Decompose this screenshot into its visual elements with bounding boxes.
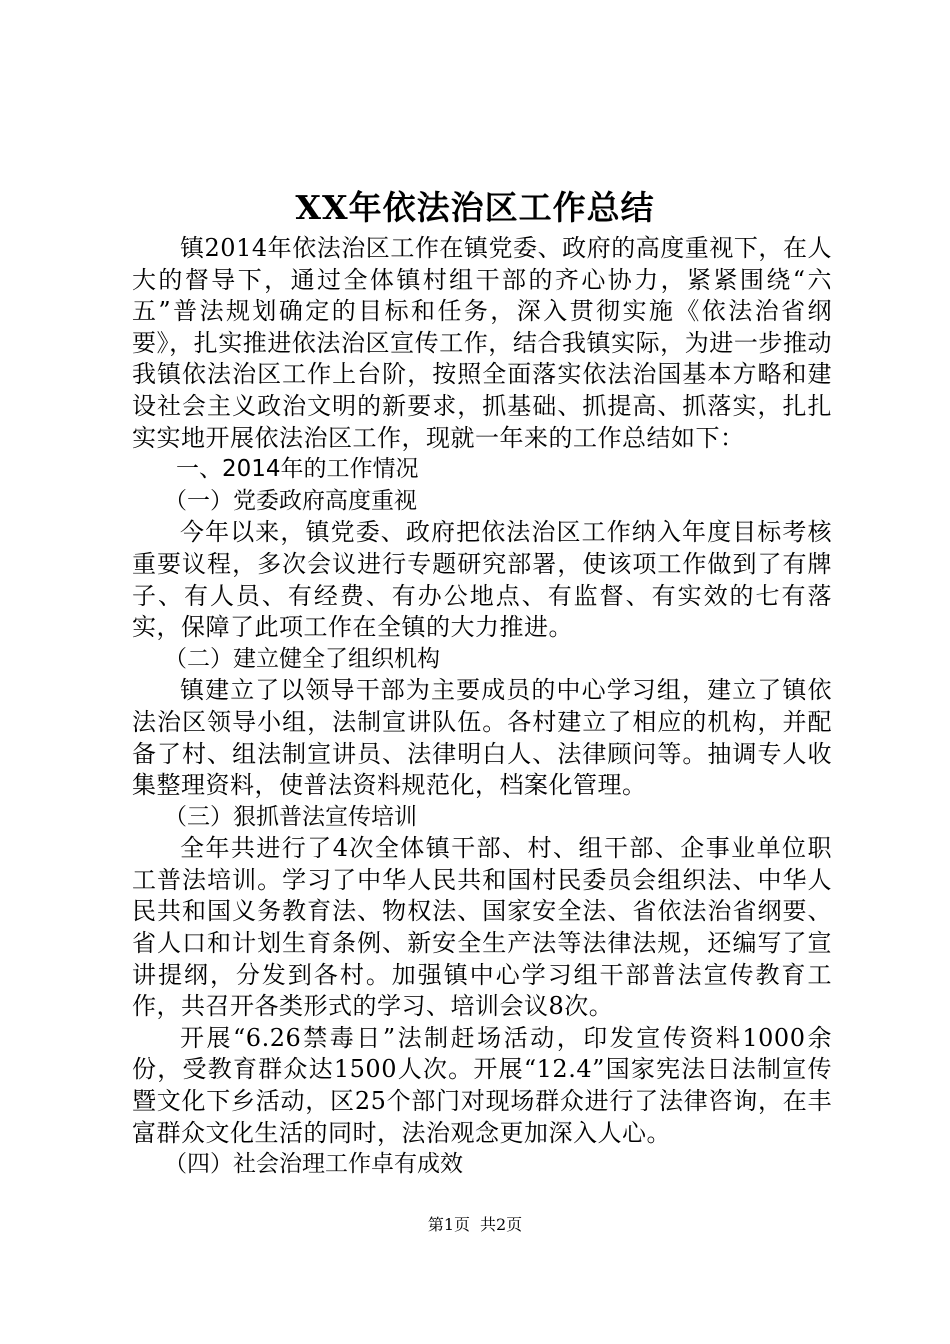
subsection-heading-2: （二）建立健全了组织机构: [164, 645, 440, 672]
page-total: 共2页: [480, 1215, 523, 1234]
subsection-heading-1: （一）党委政府高度重视: [164, 487, 417, 514]
page-number: 第1页: [427, 1215, 470, 1234]
subsection-heading-3: （三）狠抓普法宣传培训: [164, 803, 417, 830]
subsection-heading-4: （四）社会治理工作卓有成效: [164, 1151, 463, 1178]
document-title: XX年依法治区工作总结: [295, 188, 655, 227]
subsection-3-paragraph-2: 开展“6.26禁毒日”法制赶场活动，印发宣传资料1000余份，受教育群众达1500人次。开展“12.4”国家宪法日法制宣传暨文化下乡活动，区25个部门对现场群众进行了法律咨询，在丰富群众文化生活的同时，法治观念更加深入人心。: [132, 1023, 832, 1147]
document-body: [132, 233, 832, 1181]
subsection-3-paragraph-1: 全年共进行了4次全体镇干部、村、组干部、企事业单位职工普法培训。学习了中华人民共和国村民委员会组织法、中华人民共和国义务教育法、物权法、国家安全法、省依法治省纲要、省人口和计划生育条例、新安全生产法等法律法规，还编写了宣讲提纲，分发到各村。加强镇中心学习组干部普法宣传教育工作，共召开各类形式的学习、培训会议8次。: [132, 834, 832, 1021]
section-heading-1: 一、2014年的工作情况: [176, 456, 419, 483]
page-footer: [0, 1214, 950, 1236]
subsection-1-paragraph: 今年以来，镇党委、政府把依法治区工作纳入年度目标考核重要议程，多次会议进行专题研究部署，使该项工作做到了有牌子、有人员、有经费、有办公地点、有监督、有实效的七有落实，保障了此项工作在全镇的大力推进。: [132, 518, 832, 642]
intro-paragraph: 镇2014年依法治区工作在镇党委、政府的高度重视下，在人大的督导下，通过全体镇村组干部的齐心协力，紧紧围绕“六五”普法规划确定的目标和任务，深入贯彻实施《依法治省纲要》，扎实推进依法治区宣传工作，结合我镇实际，为进一步推动我镇依法治区工作上台阶，按照全面落实依法治国基本方略和建设社会主义政治文明的新要求，抓基础、抓提高、抓落实，扎扎实实地开展依法治区工作，现就一年来的工作总结如下：: [132, 234, 832, 452]
subsection-2-paragraph: 镇建立了以领导干部为主要成员的中心学习组，建立了镇依法治区领导小组，法制宣讲队伍。各村建立了相应的机构，并配备了村、组法制宣讲员、法律明白人、法律顾问等。抽调专人收集整理资料，使普法资料规范化，档案化管理。: [132, 676, 832, 800]
